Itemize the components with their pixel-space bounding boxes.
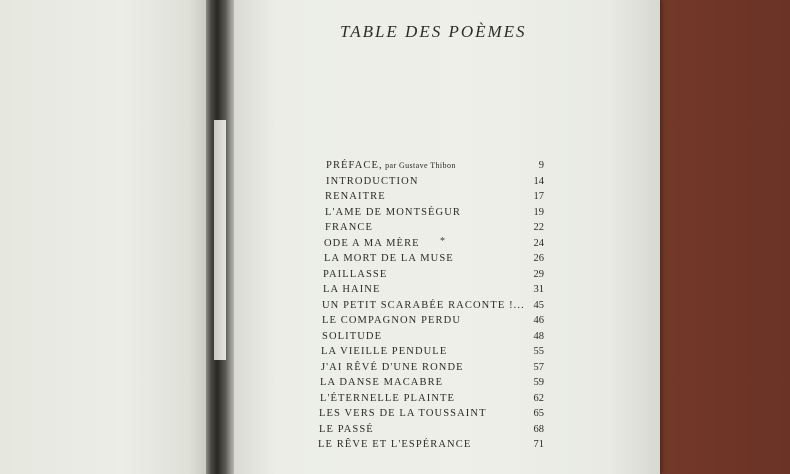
toc-entry [318, 238, 550, 254]
toc-entry-title: L'AME DE MONTSÉGUR [325, 206, 462, 218]
toc-entry [318, 377, 550, 393]
toc-entry [318, 424, 550, 440]
toc-entry-title: LA HAINE [323, 284, 381, 295]
toc-entry [318, 346, 550, 362]
toc-entry [318, 362, 550, 378]
toc-entry-page: 48 [533, 330, 544, 342]
toc-entry-title: LA VIEILLE PENDULE [321, 346, 448, 357]
toc-entry [318, 300, 550, 316]
toc-entry-page: 65 [533, 408, 544, 419]
table-of-contents [318, 160, 550, 455]
stray-mark: * [440, 236, 445, 247]
toc-entry [318, 176, 550, 192]
toc-entry-title: PAILLASSE [323, 268, 388, 280]
toc-entry [318, 253, 550, 269]
page-title: TABLE DES POÈMES [340, 22, 527, 41]
toc-entry-page: 17 [533, 191, 544, 202]
toc-entry [318, 284, 550, 300]
toc-entry [318, 269, 550, 285]
toc-entry [318, 160, 550, 176]
toc-entry-page: 57 [533, 361, 544, 373]
toc-entry-title: LA MORT DE LA MUSE [324, 253, 454, 264]
toc-entry-page: 9 [538, 160, 544, 171]
toc-entry [318, 191, 550, 207]
toc-entry-title: FRANCE [325, 222, 374, 233]
toc-entry-page: 68 [533, 423, 544, 435]
toc-entry-title: LA DANSE MACABRE [320, 377, 444, 388]
toc-entry-page: 14 [533, 175, 544, 187]
toc-entry-title: RENAITRE [325, 191, 386, 202]
toc-entry-page: 26 [533, 253, 544, 264]
toc-entry [318, 408, 550, 424]
toc-entry-page: 31 [533, 284, 544, 295]
toc-entry-page: 19 [533, 206, 544, 218]
toc-entry-page: 29 [533, 268, 544, 280]
toc-entry-title: LE PASSÉ [319, 423, 374, 435]
toc-entry-page: 55 [533, 346, 544, 357]
toc-entry-page: 24 [533, 237, 544, 249]
toc-entry-title: INTRODUCTION [326, 175, 419, 187]
toc-entry-page: 46 [533, 315, 544, 326]
toc-entry [318, 207, 550, 223]
toc-entry [318, 331, 550, 347]
toc-entry-title: ODE A MA MÈRE [324, 237, 420, 249]
toc-entry-title: LE RÊVE ET L'ESPÉRANCE [318, 439, 472, 450]
toc-entry-title: UN PETIT SCARABÉE RACONTE !... [322, 299, 525, 311]
toc-entry [318, 393, 550, 409]
toc-entry-page: 22 [533, 222, 544, 233]
toc-entry-page: 71 [533, 439, 544, 450]
toc-entry-title: J'AI RÊVÉ D'UNE RONDE [321, 361, 464, 373]
toc-entry-title: L'ÉTERNELLE PLAINTE [320, 392, 456, 404]
toc-entry-title: SOLITUDE [322, 330, 383, 342]
toc-entry-page: 62 [533, 392, 544, 404]
toc-entry-title: LE COMPAGNON PERDU [322, 315, 462, 326]
toc-entry-title: LES VERS DE LA TOUSSAINT [319, 408, 487, 419]
toc-entry-title: PRÉFACE, par Gustave Thibon [326, 160, 456, 171]
toc-entry-page: 59 [533, 377, 544, 388]
page-edge-strip [214, 120, 226, 360]
left-page [0, 0, 206, 474]
toc-entry [318, 315, 550, 331]
toc-entry-subtitle: par Gustave Thibon [382, 161, 456, 170]
toc-entry-page: 45 [533, 299, 544, 311]
toc-entry [318, 439, 550, 455]
toc-entry [318, 222, 550, 238]
